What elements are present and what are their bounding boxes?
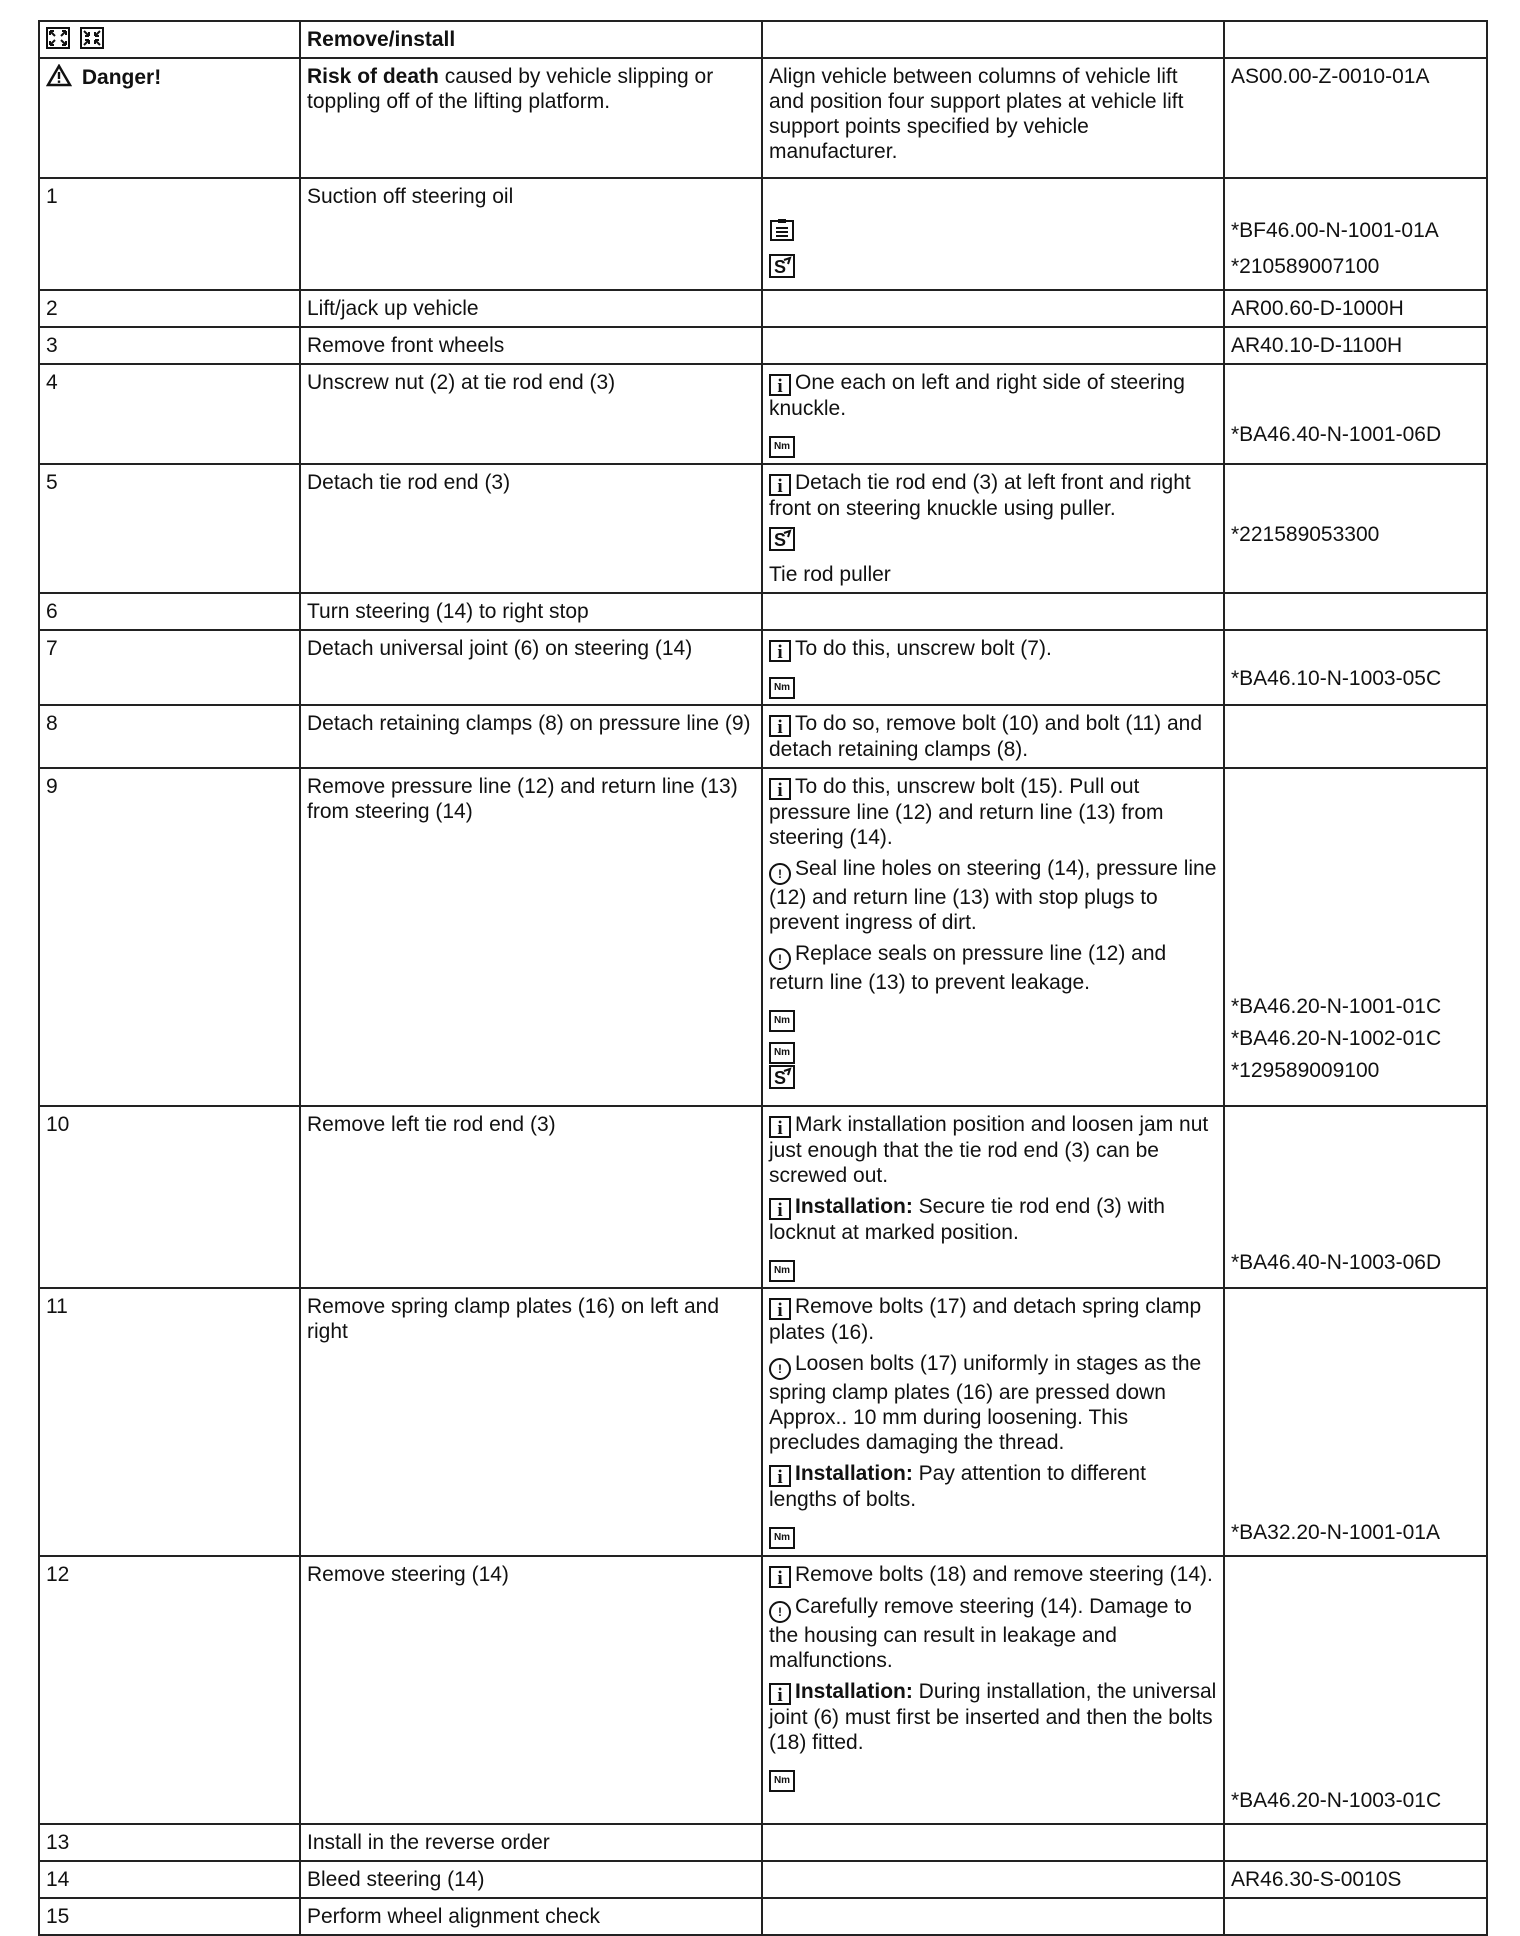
step-details xyxy=(762,1824,1224,1861)
step-action: Turn steering (14) to right stop xyxy=(300,593,762,630)
step-num: 3 xyxy=(39,327,300,364)
step-row-2 xyxy=(39,290,1487,327)
step-action: Detach universal joint (6) on steering (14) xyxy=(300,630,762,705)
procedure-table xyxy=(38,20,1488,1936)
ref: *BA32.20-N-1001-01A xyxy=(1231,1521,1440,1544)
note-icon: ! xyxy=(769,1358,791,1380)
step-row-6 xyxy=(39,593,1487,630)
tool-icon xyxy=(769,1065,795,1089)
step-refs xyxy=(1224,1824,1487,1861)
installation-label: Installation: xyxy=(795,1680,913,1703)
warning-triangle-icon xyxy=(46,64,72,87)
danger-ref: AS00.00-Z-0010-01A xyxy=(1224,58,1487,178)
step-refs xyxy=(1224,705,1487,768)
info-icon: i xyxy=(769,1566,791,1588)
header-col4 xyxy=(1224,21,1487,58)
step-details xyxy=(762,768,1224,1106)
step-details xyxy=(762,364,1224,464)
header-icons xyxy=(39,21,300,58)
ref: *BA46.20-N-1001-01C xyxy=(1231,995,1442,1018)
step-refs xyxy=(1224,1898,1487,1935)
danger-label: Danger! xyxy=(81,66,162,89)
header-row xyxy=(39,21,1487,58)
note-icon: ! xyxy=(769,863,791,885)
step-action: Install in the reverse order xyxy=(300,1824,762,1861)
step-refs xyxy=(1224,1106,1487,1288)
ref: *BA46.40-N-1003-06D xyxy=(1231,1251,1442,1274)
torque-icon: Nm xyxy=(769,677,795,699)
note-text: Loosen bolts (17) uniformly in stages as the spring clamp plates (16) are pressed down Approx.. 10 mm during loosening. This precludes damaging the thread. xyxy=(769,1352,1202,1454)
svg-text:S: S xyxy=(774,257,787,277)
step-action: Remove front wheels xyxy=(300,327,762,364)
torque-icon: Nm xyxy=(769,1010,795,1032)
ref: *221589053300 xyxy=(1231,523,1380,546)
step-refs xyxy=(1224,464,1487,593)
step-action: Remove steering (14) xyxy=(300,1556,762,1824)
installation-label: Installation: xyxy=(795,1195,913,1218)
step-details xyxy=(762,464,1224,593)
step-action: Lift/jack up vehicle xyxy=(300,290,762,327)
step-details xyxy=(762,593,1224,630)
note-text: Replace seals on pressure line (12) and return line (13) to prevent leakage. xyxy=(769,942,1167,994)
step-refs xyxy=(1224,1556,1487,1824)
torque-icon: Nm xyxy=(769,1527,795,1549)
info-text: One each on left and right side of steering knuckle. xyxy=(769,371,1185,420)
step-num: 12 xyxy=(39,1556,300,1824)
danger-cell xyxy=(39,58,300,178)
step-num: 5 xyxy=(39,464,300,593)
info-text: Mark installation position and loosen jam nut just enough that the tie rod end (3) can be screwed out. xyxy=(769,1113,1209,1187)
step-num: 10 xyxy=(39,1106,300,1288)
info-icon: i xyxy=(769,1298,791,1320)
step-row-7 xyxy=(39,630,1487,705)
danger-row xyxy=(39,58,1487,178)
step-num: 15 xyxy=(39,1898,300,1935)
step-refs xyxy=(1224,364,1487,464)
torque-icon: Nm xyxy=(769,1042,795,1064)
info-text: Remove bolts (18) and remove steering (14). xyxy=(795,1563,1213,1586)
info-icon: i xyxy=(769,778,791,800)
step-details xyxy=(762,290,1224,327)
step-details xyxy=(762,1106,1224,1288)
step-row-4 xyxy=(39,364,1487,464)
step-details xyxy=(762,1288,1224,1556)
step-details xyxy=(762,1898,1224,1935)
step-num: 11 xyxy=(39,1288,300,1556)
step-action: Bleed steering (14) xyxy=(300,1861,762,1898)
step-action: Detach retaining clamps (8) on pressure line (9) xyxy=(300,705,762,768)
note-text: Seal line holes on steering (14), pressure line (12) and return line (13) with stop plugs to prevent ingress of dirt. xyxy=(769,857,1217,934)
info-text: To do this, unscrew bolt (7). xyxy=(795,637,1052,660)
info-icon: i xyxy=(769,640,791,662)
step-refs xyxy=(1224,768,1487,1106)
installation-text: During installation, the universal joint (6) must first be inserted and then the bolts (18) fitted. xyxy=(769,1680,1217,1754)
info-text: Remove bolts (17) and detach spring clamp plates (16). xyxy=(769,1295,1202,1344)
info-text: To do so, remove bolt (10) and bolt (11) and detach retaining clamps (8). xyxy=(769,712,1203,761)
risk-bold: Risk of death xyxy=(307,65,439,88)
step-row-10 xyxy=(39,1106,1487,1288)
step-action: Perform wheel alignment check xyxy=(300,1898,762,1935)
installation-label: Installation: xyxy=(795,1462,913,1485)
step-row-3 xyxy=(39,327,1487,364)
step-details xyxy=(762,1556,1224,1824)
ref: AR00.60-D-1000H xyxy=(1224,290,1487,327)
step-action: Remove left tie rod end (3) xyxy=(300,1106,762,1288)
tool-name: Tie rod puller xyxy=(769,563,891,586)
step-refs xyxy=(1224,593,1487,630)
risk-text: caused by vehicle slipping or toppling off of the lifting platform. xyxy=(307,65,714,113)
ref: *BF46.00-N-1001-01A xyxy=(1231,218,1439,242)
step-details xyxy=(762,178,1224,290)
note-icon: ! xyxy=(769,1601,791,1623)
installation-text: Pay attention to different lengths of bolts. xyxy=(769,1462,1146,1511)
ref: *BA46.20-N-1002-01C xyxy=(1231,1027,1442,1050)
expand-icon xyxy=(46,27,70,49)
info-text: To do this, unscrew bolt (15). Pull out pressure line (12) and return line (13) from steering (14). xyxy=(769,775,1164,849)
info-icon: i xyxy=(769,1683,791,1705)
note-icon: ! xyxy=(769,948,791,970)
info-icon: i xyxy=(769,715,791,737)
ref: *BA46.10-N-1003-05C xyxy=(1231,667,1442,690)
step-row-5 xyxy=(39,464,1487,593)
step-num: 2 xyxy=(39,290,300,327)
step-num: 14 xyxy=(39,1861,300,1898)
step-num: 13 xyxy=(39,1824,300,1861)
collapse-icon xyxy=(80,27,104,49)
step-row-9 xyxy=(39,768,1487,1106)
step-refs xyxy=(1224,630,1487,705)
info-icon: i xyxy=(769,474,791,496)
step-num: 7 xyxy=(39,630,300,705)
step-num: 9 xyxy=(39,768,300,1106)
ref: *210589007100 xyxy=(1231,254,1380,278)
ref: *BA46.20-N-1003-01C xyxy=(1231,1789,1442,1812)
step-details xyxy=(762,705,1224,768)
step-details xyxy=(762,630,1224,705)
info-icon: i xyxy=(769,374,791,396)
step-details xyxy=(762,1861,1224,1898)
step-row-15 xyxy=(39,1898,1487,1935)
step-num: 4 xyxy=(39,364,300,464)
step-refs xyxy=(1224,1288,1487,1556)
step-action: Remove pressure line (12) and return line (13) from steering (14) xyxy=(300,768,762,1106)
step-row-13 xyxy=(39,1824,1487,1861)
ref: AR46.30-S-0010S xyxy=(1224,1861,1487,1898)
step-refs xyxy=(1224,178,1487,290)
step-num: 1 xyxy=(39,178,300,290)
info-icon: i xyxy=(769,1465,791,1487)
ref: *129589009100 xyxy=(1231,1059,1380,1082)
step-row-8 xyxy=(39,705,1487,768)
svg-text:S: S xyxy=(774,1068,787,1088)
step-num: 8 xyxy=(39,705,300,768)
danger-risk xyxy=(300,58,762,178)
step-action: Detach tie rod end (3) xyxy=(300,464,762,593)
header-col3 xyxy=(762,21,1224,58)
torque-icon: Nm xyxy=(769,436,795,458)
step-row-12 xyxy=(39,1556,1487,1824)
note-text: Carefully remove steering (14). Damage to the housing can result in leakage and malfunctions. xyxy=(769,1595,1192,1672)
info-icon: i xyxy=(769,1116,791,1138)
step-num: 6 xyxy=(39,593,300,630)
ref: AR40.10-D-1100H xyxy=(1224,327,1487,364)
installation-text: Secure tie rod end (3) with locknut at marked position. xyxy=(769,1195,1165,1244)
info-text: Detach tie rod end (3) at left front and right front on steering knuckle using puller. xyxy=(769,471,1191,520)
step-row-1 xyxy=(39,178,1487,290)
step-action: Unscrew nut (2) at tie rod end (3) xyxy=(300,364,762,464)
danger-instruction: Align vehicle between columns of vehicle lift and position four support plates at vehicle lift support points specified by vehicle manufacturer. xyxy=(762,58,1224,178)
torque-icon: Nm xyxy=(769,1770,795,1792)
step-details xyxy=(762,327,1224,364)
tool-icon xyxy=(769,527,795,551)
info-icon: i xyxy=(769,1198,791,1220)
ref: *BA46.40-N-1001-06D xyxy=(1231,423,1442,446)
tool-icon xyxy=(769,254,795,278)
step-row-14 xyxy=(39,1861,1487,1898)
step-action: Suction off steering oil xyxy=(300,178,762,290)
step-row-11 xyxy=(39,1288,1487,1556)
sheet-icon xyxy=(769,218,795,242)
svg-text:S: S xyxy=(774,530,787,550)
step-action: Remove spring clamp plates (16) on left and right xyxy=(300,1288,762,1556)
torque-icon: Nm xyxy=(769,1260,795,1282)
header-title: Remove/install xyxy=(300,21,762,58)
